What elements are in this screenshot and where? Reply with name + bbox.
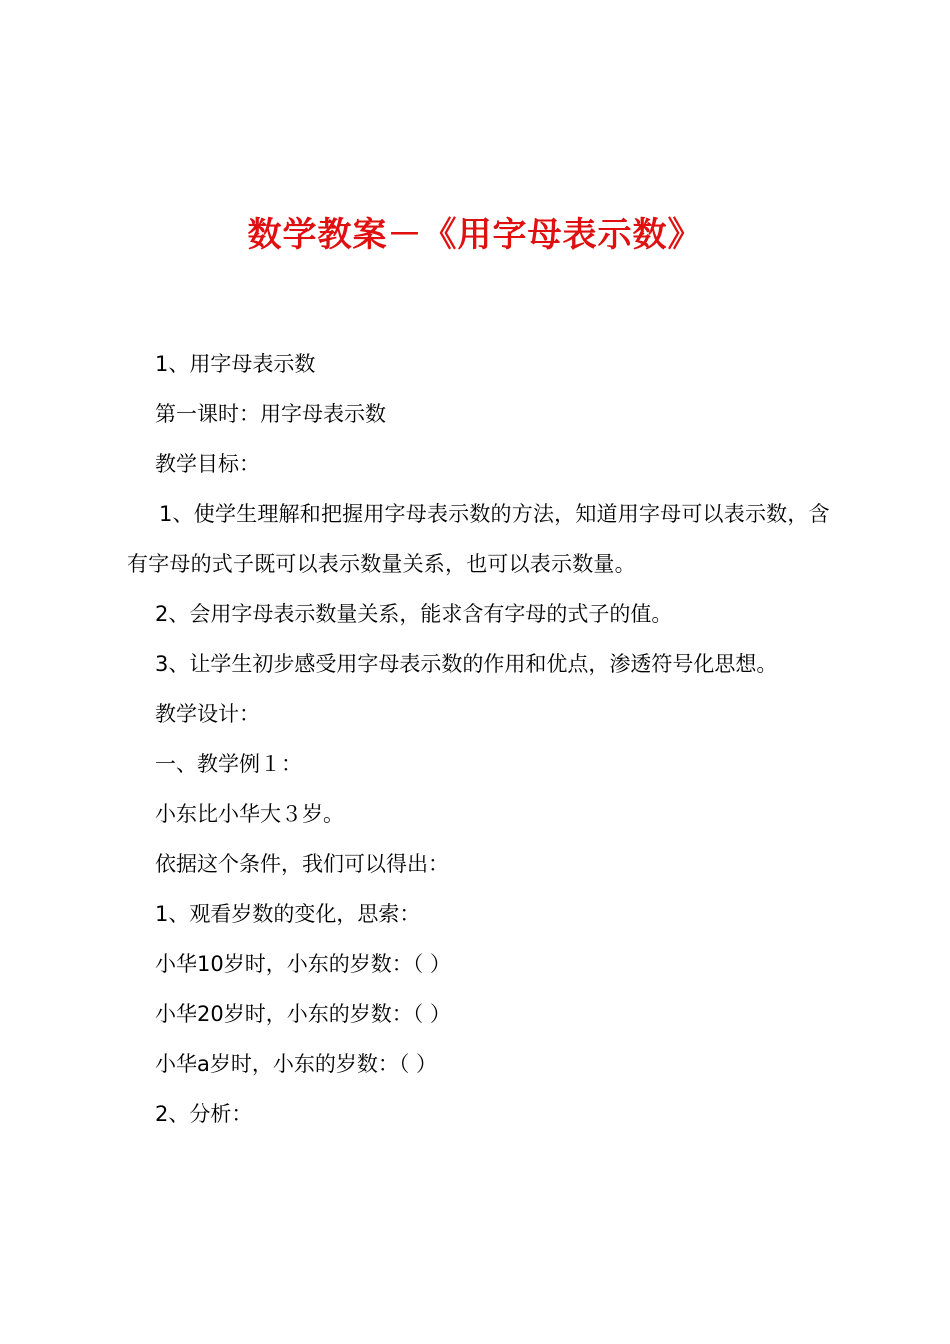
paragraph-design-heading: 教学设计： [155, 702, 260, 726]
paragraph-section-heading: 1、用字母表示数 [155, 352, 316, 376]
document-body [127, 339, 837, 1139]
paragraph-objectives-heading: 教学目标： [155, 452, 260, 476]
paragraph-condition: 依据这个条件，我们可以得出： [155, 852, 449, 876]
paragraph-example-statement: 小东比小华大３岁。 [155, 802, 344, 826]
paragraph-question-3: 小华a岁时，小东的岁数：（ ） [155, 1052, 438, 1076]
paragraph-example-heading: 一、教学例１： [155, 752, 302, 776]
paragraph-objective-3: 3、让学生初步感受用字母表示数的作用和优点，渗透符号化思想。 [155, 652, 778, 676]
paragraph-analysis: 2、分析： [155, 1102, 253, 1126]
paragraph-objective-1: 1、使学生理解和把握用字母表示数的方法，知道用字母可以表示数，含有字母的式子既可以表示数量关系，也可以表示数量。 [127, 502, 830, 576]
paragraph-question-1: 小华10岁时，小东的岁数：（ ） [155, 952, 451, 976]
paragraph-question-2: 小华20岁时，小东的岁数：（ ） [155, 1002, 451, 1026]
document-title: 数学教案－《用字母表示数》 [247, 215, 703, 255]
paragraph-observe: 1、观看岁数的变化，思索： [155, 902, 421, 926]
paragraph-objective-2: 2、会用字母表示数量关系，能求含有字母的式子的值。 [155, 602, 673, 626]
paragraph-lesson-title: 第一课时：用字母表示数 [155, 402, 386, 426]
